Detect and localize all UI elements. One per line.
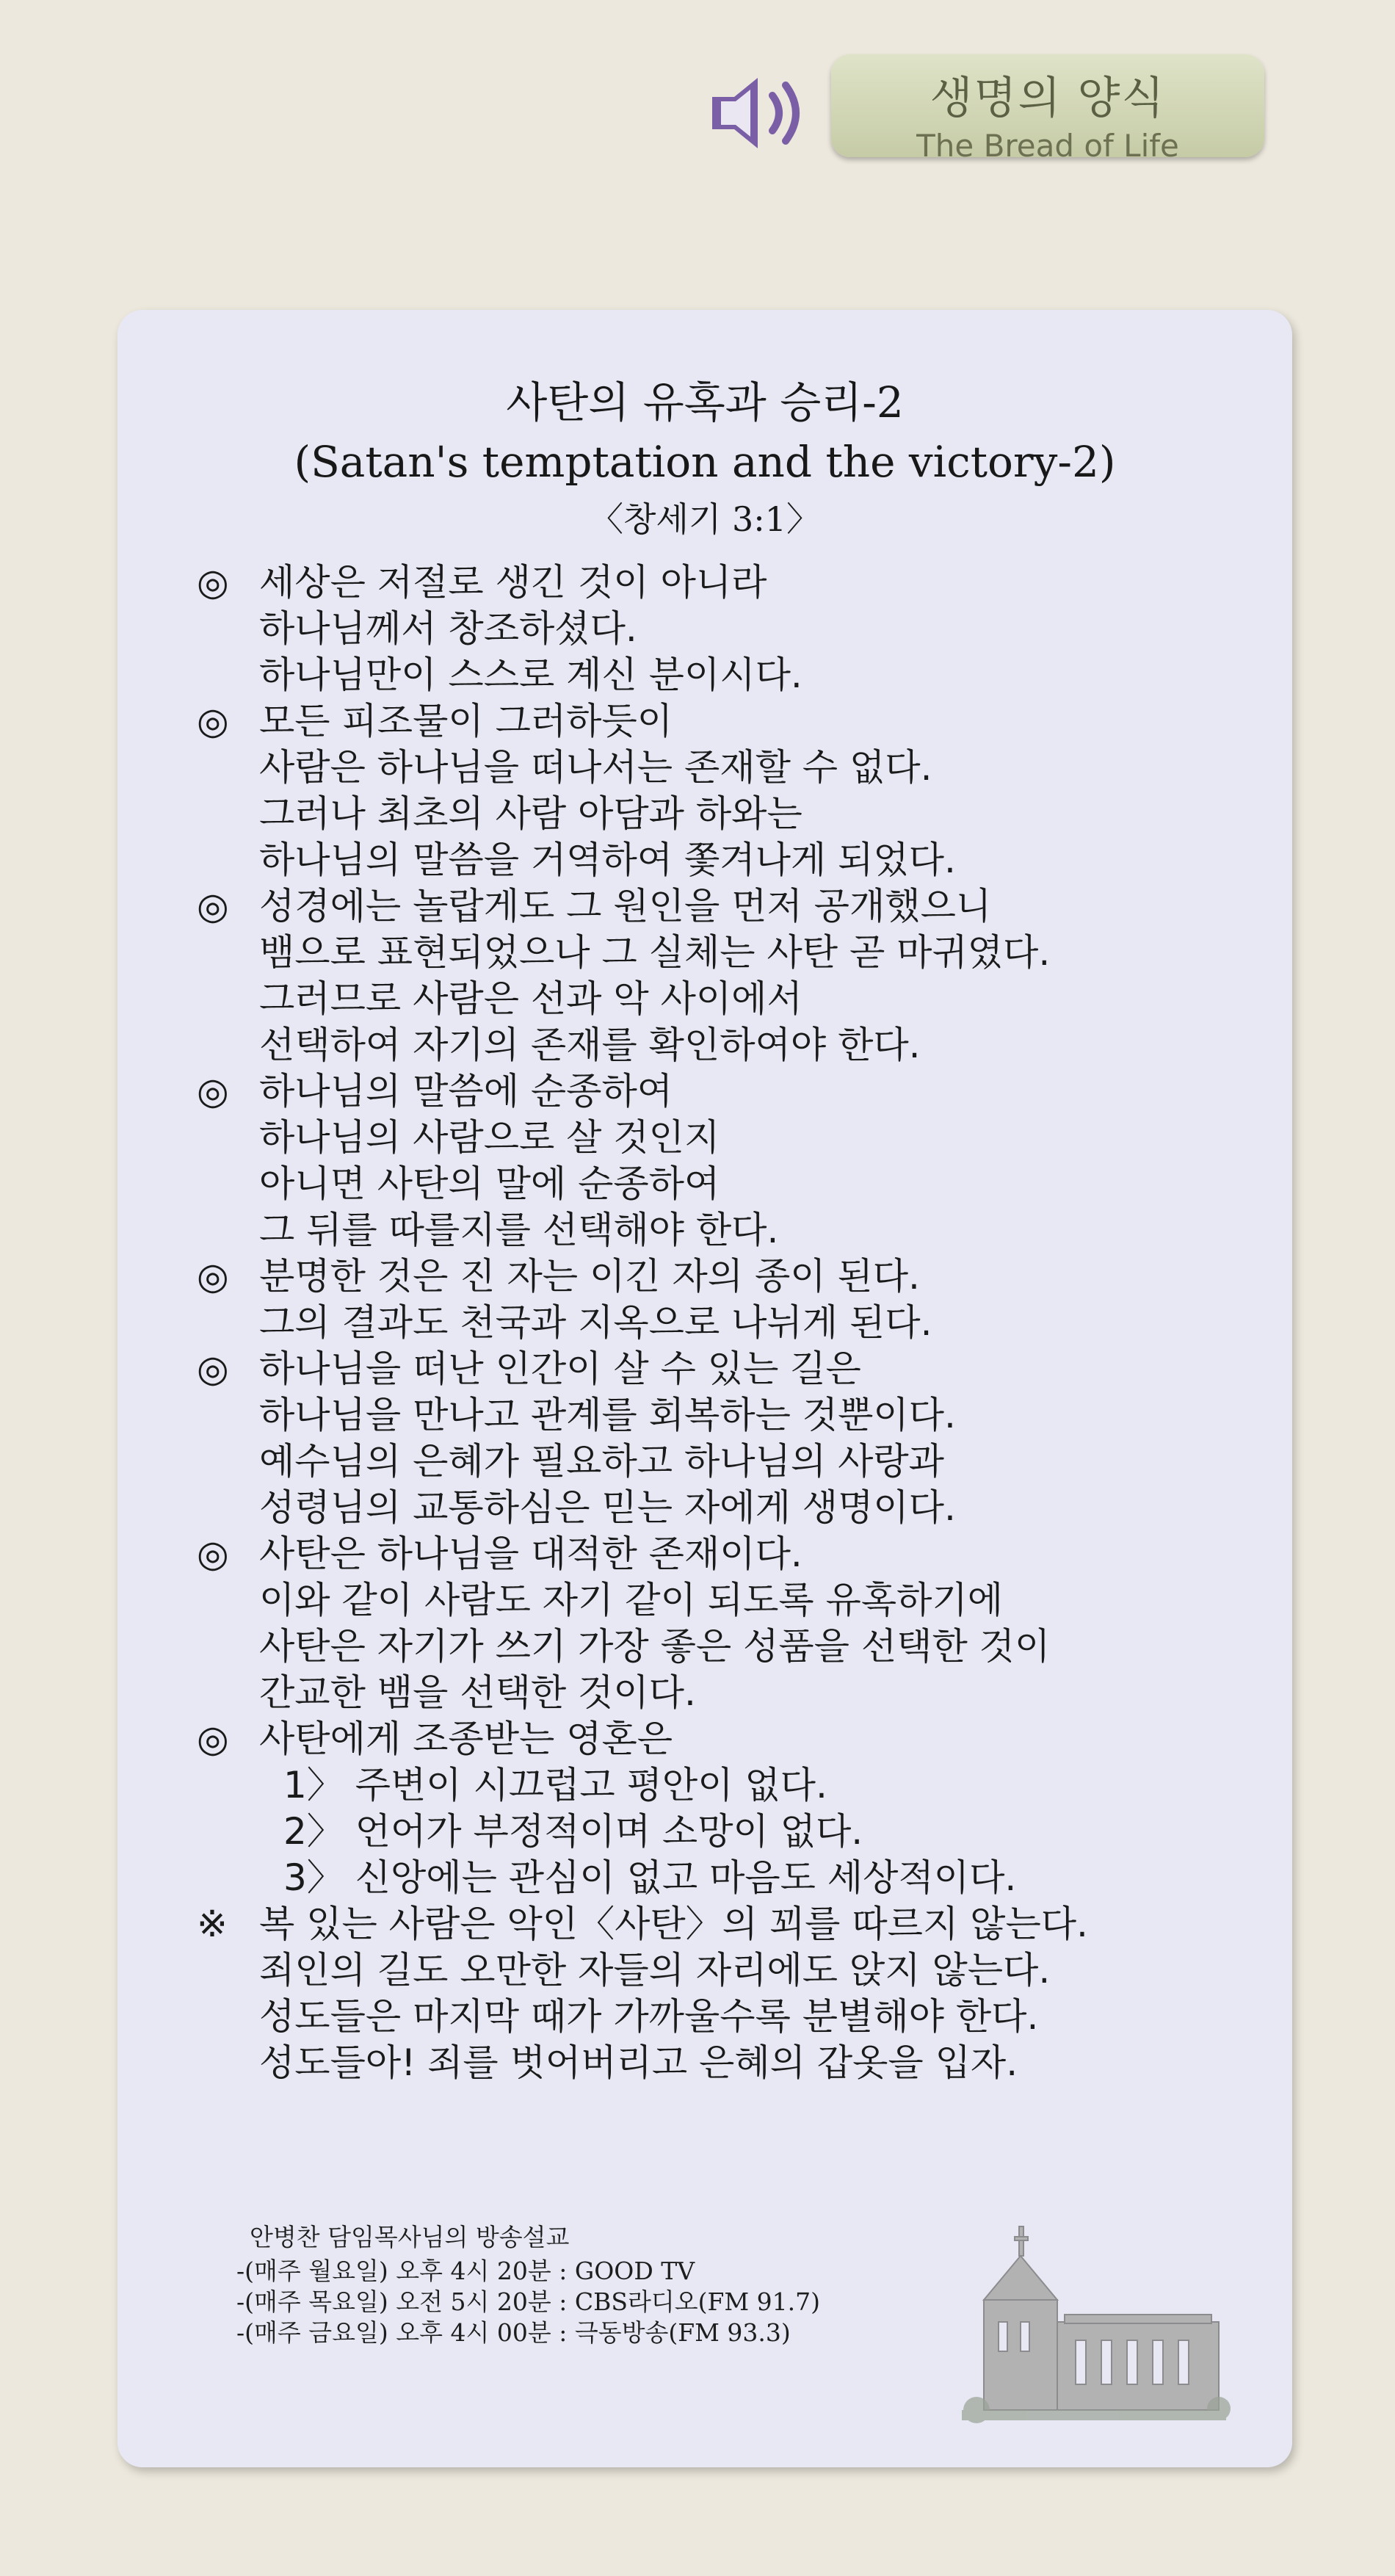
body-line — [197, 1068, 1254, 1115]
body-text: 성도들아! 죄를 벗어버리고 은혜의 갑옷을 입자. — [259, 2041, 1018, 2084]
body-line — [197, 745, 1254, 791]
body-line — [197, 1253, 1254, 1300]
body-text: 그러므로 사람은 선과 악 사이에서 — [259, 977, 802, 1020]
body-text: 하나님을 만나고 관계를 회복하는 것뿐이다. — [259, 1394, 956, 1436]
body-line — [197, 1022, 1254, 1068]
body-line — [197, 1161, 1254, 1207]
body-text: 선택하여 자기의 존재를 확인하여야 한다. — [259, 1024, 921, 1066]
bullet-marker: ◎ — [197, 1533, 229, 1575]
sermon-body — [197, 560, 1254, 2086]
body-text: 성경에는 놀랍게도 그 원인을 먼저 공개했으니 — [259, 885, 992, 927]
body-text: 하나님의 말씀을 거역하여 쫓겨나게 되었다. — [259, 839, 956, 881]
body-line — [197, 1901, 1254, 1947]
church-building-icon — [954, 2212, 1233, 2432]
body-text: 아니면 사탄의 말에 순종하여 — [259, 1162, 720, 1205]
badge-title: 생명의 양식 — [930, 73, 1166, 124]
body-line — [197, 1947, 1254, 1994]
broadcast-info — [236, 2219, 971, 2348]
body-text: 2〉 언어가 부정적이며 소망이 없다. — [283, 1810, 863, 1853]
body-text: 복 있는 사람은 악인〈사탄〉의 꾀를 따르지 않는다. — [259, 1903, 1088, 1945]
body-text: 사탄은 하나님을 대적한 존재이다. — [259, 1533, 802, 1575]
body-text: 그 뒤를 따를지를 선택해야 한다. — [259, 1209, 779, 1251]
body-text: 그러나 최초의 사람 아담과 하와는 — [259, 792, 802, 835]
bread-of-life-badge — [831, 54, 1264, 164]
body-line — [197, 560, 1254, 606]
broadcast-title: 안병찬 담임목사님의 방송설교 — [250, 2223, 570, 2251]
body-text: 사탄은 자기가 쓰기 가장 좋은 성품을 선택한 것이 — [259, 1625, 1051, 1668]
title-block — [117, 373, 1292, 546]
body-line — [197, 1577, 1254, 1624]
body-text: 뱀으로 표현되었으나 그 실체는 사탄 곧 마귀였다. — [259, 931, 1051, 974]
broadcast-line: -(매주 월요일) 오후 4시 20분 : GOOD TV — [236, 2257, 695, 2285]
body-text: 모든 피조물이 그러하듯이 — [259, 700, 673, 742]
body-line — [197, 976, 1254, 1022]
body-text: 3〉 신앙에는 관심이 없고 마음도 세상적이다. — [283, 1856, 1017, 1899]
body-line — [197, 837, 1254, 883]
sermon-title-korean: 사탄의 유혹과 승리-2 — [506, 377, 904, 427]
bullet-marker: ◎ — [197, 1070, 229, 1112]
broadcast-line: -(매주 금요일) 오후 4시 00분 : 극동방송(FM 93.3) — [236, 2318, 791, 2347]
bullet-marker: ◎ — [197, 1718, 229, 1760]
body-text: 죄인의 길도 오만한 자들의 자리에도 앉지 않는다. — [259, 1949, 1051, 1991]
body-line — [197, 791, 1254, 837]
sermon-card — [117, 310, 1292, 2467]
body-line — [197, 1624, 1254, 1670]
body-line — [197, 1716, 1254, 1762]
body-line — [197, 1670, 1254, 1716]
body-text: 간교한 뱀을 선택한 것이다. — [259, 1671, 696, 1714]
body-line — [197, 1855, 1254, 1901]
body-text: 1〉 주변이 시끄럽고 평안이 없다. — [283, 1764, 827, 1806]
body-text: 분명한 것은 진 자는 이긴 자의 종이 된다. — [259, 1255, 920, 1298]
body-line — [197, 1392, 1254, 1439]
body-line — [197, 1485, 1254, 1531]
bullet-marker: ◎ — [197, 561, 229, 604]
bullet-marker: ◎ — [197, 1347, 229, 1390]
body-line — [197, 1300, 1254, 1346]
body-text: 하나님의 사람으로 살 것인지 — [259, 1116, 720, 1159]
body-line — [197, 652, 1254, 698]
header — [705, 53, 1307, 170]
body-text: 사람은 하나님을 떠나서는 존재할 수 없다. — [259, 746, 932, 789]
body-line — [197, 1531, 1254, 1577]
scripture-reference: 〈창세기 3:1〉 — [590, 499, 820, 539]
body-line — [197, 1207, 1254, 1253]
body-text: 하나님을 떠난 인간이 살 수 있는 길은 — [259, 1347, 861, 1390]
body-line — [197, 1809, 1254, 1855]
badge-subtitle: The Bread of Life — [916, 128, 1179, 164]
body-line — [197, 930, 1254, 976]
body-text: 성령님의 교통하심은 믿는 자에게 생명이다. — [259, 1486, 956, 1529]
speaker-icon[interactable] — [705, 69, 815, 157]
body-line — [197, 1346, 1254, 1392]
bullet-marker: ◎ — [197, 1255, 229, 1298]
body-line — [197, 606, 1254, 652]
body-text: 예수님의 은혜가 필요하고 하나님의 사랑과 — [259, 1440, 944, 1483]
body-line — [197, 698, 1254, 745]
body-text: 하나님의 말씀에 순종하여 — [259, 1070, 673, 1112]
body-text: 세상은 저절로 생긴 것이 아니라 — [259, 561, 767, 604]
body-text: 하나님께서 창조하셨다. — [259, 607, 637, 650]
sermon-title-english: (Satan's temptation and the victory-2) — [294, 437, 1116, 487]
body-line — [197, 1994, 1254, 2040]
bullet-marker: ◎ — [197, 885, 229, 927]
body-line — [197, 883, 1254, 930]
body-text: 성도들은 마지막 때가 가까울수록 분별해야 한다. — [259, 1995, 1039, 2038]
broadcast-line: -(매주 목요일) 오전 5시 20분 : CBS라디오(FM 91.7) — [236, 2287, 820, 2316]
bullet-marker: ◎ — [197, 700, 229, 742]
bullet-marker: ※ — [197, 1903, 228, 1945]
body-line — [197, 1115, 1254, 1161]
body-line — [197, 1439, 1254, 1485]
body-line — [197, 2040, 1254, 2086]
body-text: 하나님만이 스스로 계신 분이시다. — [259, 654, 802, 696]
body-text: 이와 같이 사람도 자기 같이 되도록 유혹하기에 — [259, 1579, 1004, 1621]
body-text: 그의 결과도 천국과 지옥으로 나뉘게 된다. — [259, 1301, 932, 1344]
body-line — [197, 1762, 1254, 1809]
body-text: 사탄에게 조종받는 영혼은 — [259, 1718, 673, 1760]
